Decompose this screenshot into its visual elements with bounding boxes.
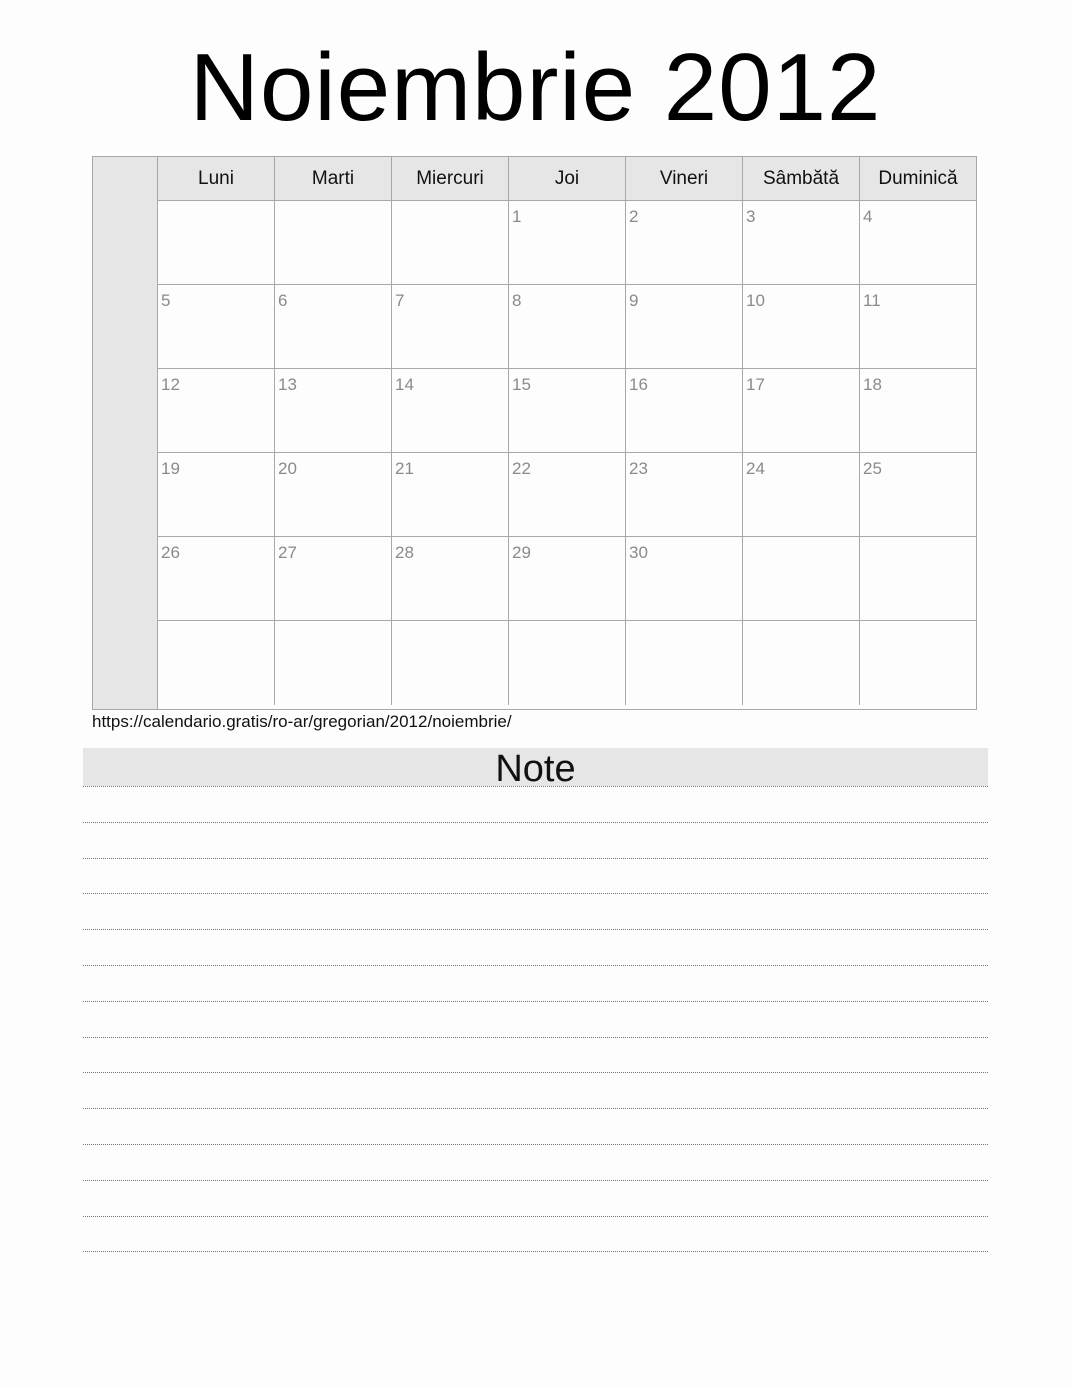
day-cell: 19	[161, 459, 180, 478]
week-row	[158, 285, 976, 369]
source-url: https://calendario.gratis/ro-ar/gregorian/2012/noiembrie/	[92, 712, 512, 731]
note-line	[83, 786, 988, 822]
day-cell	[158, 621, 274, 705]
day-cell: 17	[742, 369, 859, 452]
day-cell: 11	[859, 285, 976, 368]
day-cell: 24	[742, 453, 859, 536]
weekday-saturday: Sâmbătă	[742, 157, 859, 200]
day-cell	[158, 201, 274, 284]
day-cell	[274, 621, 391, 705]
day-cell: 3	[742, 201, 859, 284]
day-cell: 29	[508, 537, 625, 620]
weekday-friday: Vineri	[625, 157, 742, 200]
day-cell: 13	[274, 369, 391, 452]
day-cell: 4	[859, 201, 976, 284]
day-cell	[859, 621, 976, 705]
day-cell: 18	[859, 369, 976, 452]
note-line	[83, 1251, 988, 1287]
day-cell	[274, 201, 391, 284]
week-row	[158, 201, 976, 285]
day-cell	[742, 537, 859, 620]
day-cell: 10	[742, 285, 859, 368]
day-cell: 12	[161, 375, 180, 394]
day-cell	[508, 621, 625, 705]
weekday-wednesday: Miercuri	[391, 157, 508, 200]
day-cell: 6	[274, 285, 391, 368]
weekday-thursday: Joi	[508, 157, 625, 200]
note-line	[83, 1144, 988, 1180]
week-row	[158, 621, 976, 705]
week-row	[158, 537, 976, 621]
day-cell: 1	[508, 201, 625, 284]
note-line	[83, 1001, 988, 1037]
week-row	[158, 369, 976, 453]
notes-lines	[83, 786, 988, 1287]
page-title: Noiembrie 2012	[189, 34, 882, 141]
note-line	[83, 1180, 988, 1216]
day-cell: 15	[508, 369, 625, 452]
day-cell: 2	[625, 201, 742, 284]
weekday-sunday: Duminică	[859, 157, 976, 200]
note-line	[83, 1072, 988, 1108]
day-cell	[391, 621, 508, 705]
day-cell: 8	[508, 285, 625, 368]
week-number-column	[93, 157, 158, 709]
day-grid	[158, 201, 976, 709]
day-cell: 23	[625, 453, 742, 536]
day-cell	[859, 537, 976, 620]
day-cell: 28	[391, 537, 508, 620]
note-line	[83, 965, 988, 1001]
week-row	[158, 453, 976, 537]
day-cell: 7	[391, 285, 508, 368]
note-line	[83, 1037, 988, 1073]
note-line	[83, 1108, 988, 1144]
day-cell: 14	[391, 369, 508, 452]
note-line	[83, 858, 988, 894]
day-cell: 25	[859, 453, 976, 536]
day-cell: 21	[391, 453, 508, 536]
note-line	[83, 929, 988, 965]
day-cell	[742, 621, 859, 705]
weekday-monday: Luni	[198, 168, 234, 189]
weekday-tuesday: Marti	[274, 157, 391, 200]
note-line	[83, 893, 988, 929]
weekday-header	[158, 157, 976, 201]
day-cell: 5	[161, 291, 171, 310]
day-cell	[625, 621, 742, 705]
note-line	[83, 1216, 988, 1252]
day-cell	[391, 201, 508, 284]
day-cell: 9	[625, 285, 742, 368]
day-cell: 22	[508, 453, 625, 536]
day-cell: 20	[274, 453, 391, 536]
notes-heading: Note	[83, 748, 988, 786]
day-cell: 16	[625, 369, 742, 452]
month-calendar	[92, 156, 977, 710]
day-cell: 27	[274, 537, 391, 620]
day-cell: 30	[625, 537, 742, 620]
note-line	[83, 822, 988, 858]
day-cell: 26	[161, 543, 180, 562]
